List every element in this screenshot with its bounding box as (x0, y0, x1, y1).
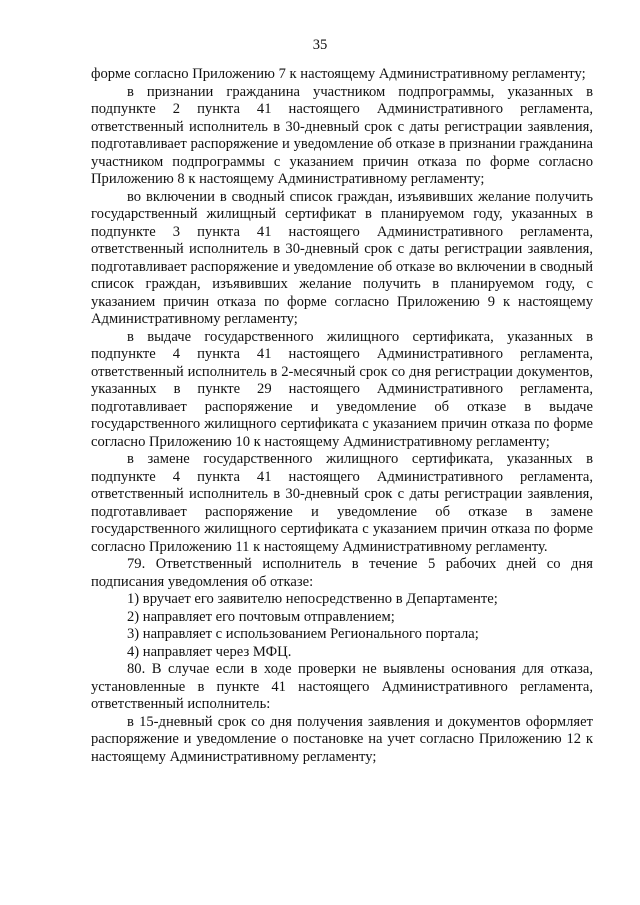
paragraph-refusal-summary-list: во включении в сводный список граждан, изъявивших желание получить государственный жилищный сертификат в планируемом году, указанных в подпункте 3 пункта 41 настоящего Административного регламента, ответственный исполнитель в 30-дневный срок с даты регистрации заявления, подготавливает распоряжение и уведомление об отказе во включении в сводный список граждан, изъявивших желание получить в планируемом году, с указанием причин отказа по форме согласно Приложению 9 к настоящему Административному регламенту; (91, 188, 593, 327)
paragraph-continuation: форме согласно Приложению 7 к настоящему Административному регламенту; (91, 66, 586, 82)
paragraph-item-80: 80. В случае если в ходе проверки не выявлены основания для отказа, установленные в пункте 41 настоящего Административного регламента, ответственный исполнитель: (91, 661, 593, 712)
paragraph-registration-notice: в 15-дневный срок со дня получения заявления и документов оформляет распоряжение и уведомление о постановке на учет согласно Приложению 12 к настоящему Административному регламенту; (91, 713, 593, 765)
paragraph-refusal-issue-certificate: в выдаче государственного жилищного сертификата, указанных в подпункте 4 пункта 41 настоящего Административного регламента, ответственный исполнитель в 2-месячный срок со дня регистрации документов, указанных в пункте 29 настоящего Административного регламента, подготавливает распоряжение и уведомление об отказе в выдаче государственного жилищного сертификата с указанием причин отказа по форме согласно Приложению 10 к настоящему Административному регламенту; (91, 328, 593, 450)
paragraph-item-79: 79. Ответственный исполнитель в течение 5 рабочих дней со дня подписания уведомления об отказе: (91, 556, 593, 590)
page-number: 35 (312, 37, 328, 53)
list-item-2: 2) направляет его почтовым отправлением; (127, 608, 395, 625)
list-item-4: 4) направляет через МФЦ. (127, 643, 292, 660)
paragraph-refusal-replace-certificate: в замене государственного жилищного сертификата, указанных в подпункте 4 пункта 41 настоящего Административного регламента, ответственный исполнитель в 30-дневный срок с даты регистрации заявления, подготавливает распоряжение и уведомление об отказе в замене государственного жилищного сертификата с указанием причин отказа по форме согласно Приложению 11 к настоящему Административному регламенту. (91, 451, 593, 555)
paragraph-refusal-participant: в признании гражданина участником подпрограммы, указанных в подпункте 2 пункта 41 настоящего Административного регламента, ответственный исполнитель в 30-дневный срок с даты регистрации заявления, подготавливает распоряжение и уведомление об отказе в признании гражданина участником подпрограммы с указанием причин отказа по форме согласно Приложению 8 к настоящему Административному регламенту; (91, 83, 593, 187)
list-item-3: 3) направляет с использованием Регионального портала; (127, 626, 479, 642)
document-body (91, 66, 593, 766)
list-item-1: 1) вручает его заявителю непосредственно в Департаменте; (127, 591, 498, 607)
